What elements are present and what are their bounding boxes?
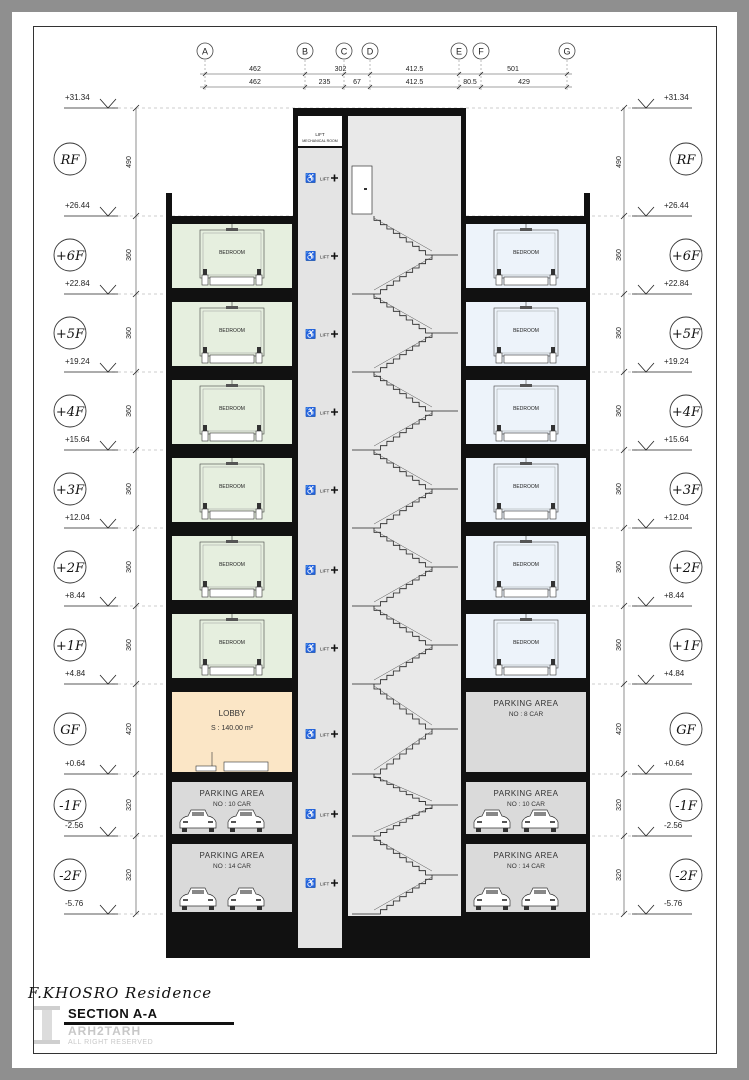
floor-tag-right-label: +2F	[671, 561, 701, 576]
floor-tag-left-label: -2F	[59, 869, 81, 884]
level-arrow-left	[100, 285, 116, 294]
parking-count: NO : 14 CAR	[507, 863, 545, 870]
parking-label: PARKING AREA	[199, 789, 265, 798]
car-wheel	[503, 906, 508, 910]
car-windshield	[486, 890, 498, 894]
floor-height-left: 360	[126, 561, 133, 573]
car-windshield	[240, 890, 252, 894]
bedside-lamp	[257, 581, 261, 587]
floor-tag-left-label: +3F	[55, 483, 85, 498]
ceiling-lamp	[520, 540, 532, 543]
wheelchair-icon: ♿	[305, 565, 317, 575]
grid-axes	[197, 43, 575, 90]
elevation-left: +19.24	[65, 357, 90, 366]
floor-tag-right-label: -1F	[675, 799, 697, 814]
floor-height-left: 420	[126, 723, 133, 735]
bedroom-room	[466, 224, 586, 288]
car-headlight	[550, 899, 555, 901]
floor-height-left: 360	[126, 327, 133, 339]
bedroom-label: BEDROOM	[219, 328, 245, 334]
wheelchair-icon: ♿	[305, 329, 317, 339]
car-windshield	[192, 812, 204, 816]
car-headlight	[256, 821, 261, 823]
grid-label: D	[366, 46, 374, 57]
lift-label: LIFT	[320, 410, 330, 416]
ceiling-lamp	[520, 384, 532, 387]
floor-height-right: 420	[616, 723, 623, 735]
nightstand	[496, 431, 502, 441]
bedroom-label: BEDROOM	[219, 484, 245, 490]
floor-tag-left-label: +2F	[55, 561, 85, 576]
dimension-bottom: 412.5	[405, 79, 424, 86]
floor-height-right: 360	[616, 327, 623, 339]
floor-height-left: 320	[126, 799, 133, 811]
floor-height-right: 360	[616, 405, 623, 417]
bedside-lamp	[497, 269, 501, 275]
ceiling-lamp	[520, 618, 532, 621]
parking-room	[466, 782, 586, 834]
bedside-lamp	[551, 503, 555, 509]
bed	[210, 589, 254, 597]
bedside-lamp	[497, 425, 501, 431]
parking-room	[172, 782, 292, 834]
wheelchair-icon: ♿	[305, 878, 317, 888]
level-arrow-right	[638, 827, 654, 836]
bedroom-label: BEDROOM	[513, 250, 539, 256]
level-arrow-left	[100, 597, 116, 606]
bed	[210, 277, 254, 285]
bedroom-room	[172, 536, 292, 600]
elevation-right: +31.34	[664, 93, 689, 102]
bedroom-label: BEDROOM	[513, 640, 539, 646]
level-arrow-right	[638, 99, 654, 108]
bedroom-label: BEDROOM	[513, 562, 539, 568]
car-windshield	[240, 812, 252, 816]
nightstand	[496, 275, 502, 285]
dimension-bottom: 429	[518, 79, 530, 86]
bed	[210, 667, 254, 675]
car-windshield	[534, 890, 546, 894]
level-arrow-right	[638, 285, 654, 294]
nightstand	[202, 587, 208, 597]
sofa	[224, 762, 268, 771]
floor-height-left: 490	[126, 156, 133, 168]
floor-tag-right-label: +5F	[671, 327, 701, 342]
machine-room-label: LIFT	[315, 132, 325, 137]
car-wheel	[230, 906, 235, 910]
car-wheel	[524, 828, 529, 832]
grid-label: F	[478, 46, 484, 57]
bedside-lamp	[257, 269, 261, 275]
floor-height-right: 320	[616, 799, 623, 811]
bed	[504, 277, 548, 285]
bedroom-label: BEDROOM	[219, 250, 245, 256]
parking-count: NO : 14 CAR	[213, 863, 251, 870]
bed	[504, 433, 548, 441]
grid-label: A	[201, 46, 209, 57]
floor-height-left: 360	[126, 405, 133, 417]
car-windshield	[534, 812, 546, 816]
bedroom-room	[466, 614, 586, 678]
bedside-lamp	[203, 425, 207, 431]
project-title: F.KHOSRO Residence	[28, 984, 213, 1002]
bedroom-room	[172, 224, 292, 288]
floor-height-right: 320	[616, 869, 623, 881]
bedside-lamp	[551, 581, 555, 587]
floor-height-right: 360	[616, 483, 623, 495]
bedroom-room	[172, 458, 292, 522]
grid-label: C	[340, 46, 348, 57]
car-headlight	[208, 899, 213, 901]
ceiling-lamp	[226, 618, 238, 621]
bedroom-label: BEDROOM	[513, 484, 539, 490]
car-headlight	[477, 899, 482, 901]
bedside-lamp	[551, 659, 555, 665]
floor-tag-right-label: +4F	[671, 405, 701, 420]
wheelchair-icon: ♿	[305, 251, 317, 261]
coffee-table	[196, 766, 216, 771]
ceiling-lamp	[226, 462, 238, 465]
nightstand	[202, 431, 208, 441]
car-headlight	[183, 899, 188, 901]
car-headlight	[502, 821, 507, 823]
elevation-right: +4.84	[664, 669, 685, 678]
nightstand	[496, 509, 502, 519]
bedside-lamp	[203, 269, 207, 275]
elevation-right: +19.24	[664, 357, 689, 366]
level-arrow-left	[100, 99, 116, 108]
bed	[210, 433, 254, 441]
bedroom-label: BEDROOM	[219, 640, 245, 646]
floor-height-right: 360	[616, 561, 623, 573]
level-arrow-left	[100, 675, 116, 684]
bedroom-room	[466, 302, 586, 366]
parking-label: PARKING AREA	[493, 789, 559, 798]
elevation-left: +26.44	[65, 201, 90, 210]
door-handle	[364, 188, 367, 190]
ceiling-lamp	[226, 384, 238, 387]
parking-room	[466, 692, 586, 772]
ceiling-lamp	[520, 228, 532, 231]
bed	[210, 511, 254, 519]
bedroom-room	[466, 536, 586, 600]
floor-tag-left-label: -1F	[59, 799, 81, 814]
nightstand	[550, 275, 556, 285]
car-wheel	[182, 828, 187, 832]
dimension-top: 501	[507, 66, 519, 73]
floor-tag-left-label: +1F	[55, 639, 85, 654]
car-headlight	[208, 821, 213, 823]
bed	[504, 667, 548, 675]
level-arrow-right	[638, 905, 654, 914]
bedroom-label: BEDROOM	[513, 406, 539, 412]
car-wheel	[182, 906, 187, 910]
car-windshield	[192, 890, 204, 894]
bedside-lamp	[203, 347, 207, 353]
ceiling-lamp	[520, 306, 532, 309]
bedroom-room	[466, 458, 586, 522]
dimension-bottom: 235	[318, 79, 331, 86]
nightstand	[256, 665, 262, 675]
level-arrow-right	[638, 519, 654, 528]
level-arrow-left	[100, 827, 116, 836]
wheelchair-icon: ♿	[305, 809, 317, 819]
car-headlight	[477, 821, 482, 823]
floor-height-left: 360	[126, 249, 133, 261]
car-headlight	[550, 821, 555, 823]
floor-height-left: 320	[126, 869, 133, 881]
elevation-left: +8.44	[65, 591, 86, 600]
machine-room-label: MECHANICAL ROOM	[302, 139, 338, 143]
bedroom-label: BEDROOM	[219, 562, 245, 568]
elevation-left: +31.34	[65, 93, 90, 102]
car-wheel	[209, 828, 214, 832]
elevation-right: +26.44	[664, 201, 689, 210]
bedside-lamp	[497, 659, 501, 665]
brand-name: ARH2TARH	[68, 1024, 142, 1038]
parking-label: PARKING AREA	[199, 851, 265, 860]
bedside-lamp	[551, 347, 555, 353]
nightstand	[202, 353, 208, 363]
level-arrow-left	[100, 207, 116, 216]
nightstand	[256, 353, 262, 363]
bedside-lamp	[257, 347, 261, 353]
title-block	[28, 984, 288, 1064]
bedroom-room	[172, 380, 292, 444]
dimension-top: 462	[249, 66, 261, 73]
floor-tag-right-label: GF	[676, 723, 696, 738]
floor-tag-right-label: +1F	[671, 639, 701, 654]
brand-rights: ALL RIGHT RESERVED	[68, 1039, 154, 1046]
floor-tag-left-label: +6F	[55, 249, 85, 264]
bedside-lamp	[551, 425, 555, 431]
elevation-right: +0.64	[664, 759, 685, 768]
nightstand	[496, 665, 502, 675]
floor-tag-left-label: RF	[60, 153, 80, 168]
nightstand	[202, 509, 208, 519]
car-wheel	[476, 828, 481, 832]
section-title: SECTION A-A	[68, 1006, 158, 1021]
car-wheel	[524, 906, 529, 910]
wheelchair-icon: ♿	[305, 729, 317, 739]
level-arrow-right	[638, 765, 654, 774]
lift-label: LIFT	[320, 254, 330, 260]
level-arrow-left	[100, 765, 116, 774]
wheelchair-icon: ♿	[305, 173, 317, 183]
core-wall	[342, 108, 348, 958]
roof-door	[352, 166, 372, 214]
stair-core-fill	[348, 116, 461, 916]
stair-core	[348, 116, 461, 916]
bed	[504, 589, 548, 597]
lift-label: LIFT	[320, 646, 330, 652]
grid-label: G	[563, 46, 571, 57]
lobby-room	[172, 692, 292, 772]
floor-tag-left-label: +5F	[55, 327, 85, 342]
parking-count: NO : 10 CAR	[507, 801, 545, 808]
dimension-bottom: 80.5	[463, 79, 477, 86]
floor-tag-left-label: +4F	[55, 405, 85, 420]
bedside-lamp	[497, 581, 501, 587]
ceiling-lamp	[226, 540, 238, 543]
ceiling-lamp	[226, 228, 238, 231]
floor-height-right: 360	[616, 639, 623, 651]
car-wheel	[209, 906, 214, 910]
bedroom-label: BEDROOM	[219, 406, 245, 412]
building-section	[166, 108, 590, 958]
car-wheel	[551, 828, 556, 832]
parking-label: PARKING AREA	[493, 851, 559, 860]
dimension-top: 302	[334, 66, 347, 73]
elevation-right: -5.76	[664, 899, 683, 908]
bedside-lamp	[497, 503, 501, 509]
bedroom-label: BEDROOM	[513, 328, 539, 334]
bedroom-room	[172, 614, 292, 678]
level-arrow-left	[100, 441, 116, 450]
car-headlight	[256, 899, 261, 901]
floor-tag-left-label: GF	[60, 723, 80, 738]
parking-label: PARKING AREA	[493, 699, 559, 708]
nightstand	[550, 353, 556, 363]
level-arrow-left	[100, 519, 116, 528]
lift-label: LIFT	[320, 732, 330, 738]
level-arrow-right	[638, 597, 654, 606]
nightstand	[496, 587, 502, 597]
nightstand	[202, 275, 208, 285]
bedside-lamp	[551, 269, 555, 275]
lobby-fill	[172, 692, 292, 772]
level-arrow-left	[100, 363, 116, 372]
nightstand	[550, 431, 556, 441]
wheelchair-icon: ♿	[305, 485, 317, 495]
nightstand	[256, 275, 262, 285]
elevation-left: -5.76	[65, 899, 84, 908]
elevation-right: +15.64	[664, 435, 689, 444]
parking-count: NO : 8 CAR	[508, 711, 544, 718]
car-wheel	[257, 828, 262, 832]
parking-room	[466, 844, 586, 912]
car-wheel	[476, 906, 481, 910]
car-headlight	[183, 821, 188, 823]
elevation-right: -2.56	[664, 821, 683, 830]
car-wheel	[503, 828, 508, 832]
parking-count: NO : 10 CAR	[213, 801, 251, 808]
elevation-left: -2.56	[65, 821, 84, 830]
elevation-left: +0.64	[65, 759, 86, 768]
car-windshield	[486, 812, 498, 816]
lift-label: LIFT	[320, 176, 330, 182]
floor-tag-right-label: +3F	[671, 483, 701, 498]
level-arrow-left	[100, 905, 116, 914]
car-headlight	[231, 899, 236, 901]
elevation-right: +12.04	[664, 513, 689, 522]
lift-shaft	[298, 116, 342, 948]
bedroom-room	[172, 302, 292, 366]
floor-tag-right-label: +6F	[671, 249, 701, 264]
floor-height-left: 360	[126, 483, 133, 495]
nightstand	[202, 665, 208, 675]
parking-room	[172, 844, 292, 912]
grid-label: E	[455, 46, 463, 57]
wheelchair-icon: ♿	[305, 407, 317, 417]
nightstand	[550, 509, 556, 519]
elevation-left: +22.84	[65, 279, 90, 288]
nightstand	[550, 665, 556, 675]
lift-label: LIFT	[320, 812, 330, 818]
floor-tag-right-label: -2F	[675, 869, 697, 884]
lift-label: LIFT	[320, 881, 330, 887]
lobby-label: LOBBY	[218, 709, 246, 718]
bedside-lamp	[257, 425, 261, 431]
nightstand	[256, 587, 262, 597]
bedside-lamp	[203, 581, 207, 587]
nightstand	[550, 587, 556, 597]
elevation-left: +15.64	[65, 435, 90, 444]
lift-label: LIFT	[320, 332, 330, 338]
car-wheel	[551, 906, 556, 910]
bedside-lamp	[203, 503, 207, 509]
elevation-right: +22.84	[664, 279, 689, 288]
bedside-lamp	[203, 659, 207, 665]
nightstand	[256, 431, 262, 441]
ceiling-lamp	[520, 462, 532, 465]
parapet-right	[584, 193, 590, 216]
elevation-left: +12.04	[65, 513, 90, 522]
dimension-bottom: 462	[249, 79, 261, 86]
lift-label: LIFT	[320, 568, 330, 574]
lift-label: LIFT	[320, 488, 330, 494]
elevation-left: +4.84	[65, 669, 86, 678]
core-wall	[293, 108, 298, 958]
ceiling-lamp	[226, 306, 238, 309]
bedside-lamp	[257, 659, 261, 665]
car-wheel	[257, 906, 262, 910]
floor-height-right: 490	[616, 156, 623, 168]
dimension-top: 412.5	[405, 66, 424, 73]
bed	[504, 511, 548, 519]
grid-label: B	[301, 46, 309, 57]
level-arrow-right	[638, 363, 654, 372]
parapet-left	[166, 193, 172, 216]
bed	[504, 355, 548, 363]
car-headlight	[525, 899, 530, 901]
bedside-lamp	[497, 347, 501, 353]
nightstand	[256, 509, 262, 519]
car-headlight	[502, 899, 507, 901]
level-arrow-right	[638, 675, 654, 684]
bed	[210, 355, 254, 363]
level-arrow-right	[638, 207, 654, 216]
floor-tag-right-label: RF	[676, 153, 696, 168]
lobby-area: S : 140.00 m²	[210, 725, 254, 732]
wheelchair-icon: ♿	[305, 643, 317, 653]
brand-logo	[32, 1004, 62, 1046]
floor-height-left: 360	[126, 639, 133, 651]
bedside-lamp	[257, 503, 261, 509]
car-headlight	[525, 821, 530, 823]
elevation-right: +8.44	[664, 591, 685, 600]
floor-height-right: 360	[616, 249, 623, 261]
car-headlight	[231, 821, 236, 823]
nightstand	[496, 353, 502, 363]
core-wall	[461, 108, 466, 958]
car-wheel	[230, 828, 235, 832]
bedroom-room	[466, 380, 586, 444]
level-arrow-right	[638, 441, 654, 450]
lift-shaft-fill	[298, 148, 342, 948]
dimension-bottom: 67	[353, 79, 361, 86]
